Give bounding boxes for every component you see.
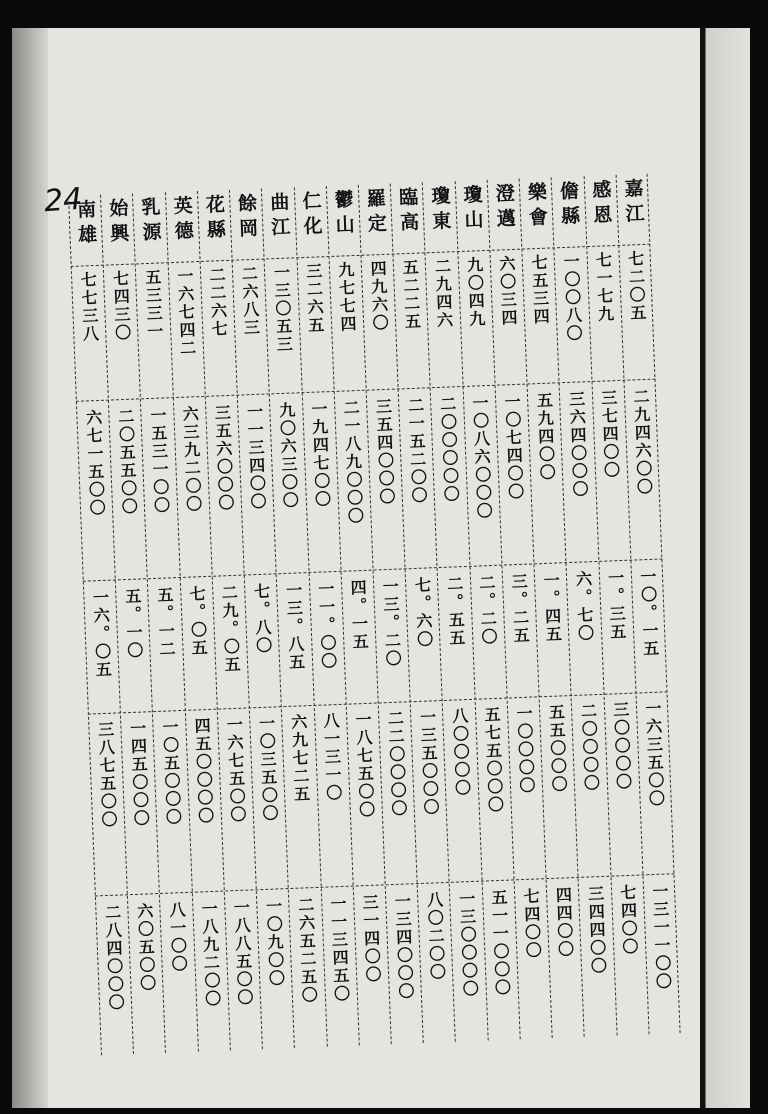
cell-value: 三五六〇〇〇: [212, 403, 236, 513]
cell-value: 二六五二五〇: [295, 896, 319, 1005]
cell-value: 一六三五〇〇: [642, 699, 666, 809]
cell-value: 三八七五〇〇: [95, 720, 119, 830]
cell-value: 四九六〇: [367, 259, 390, 333]
cell-value: 五九四〇〇: [534, 391, 557, 483]
value-cell: [405, 576, 442, 701]
value-cell: [393, 258, 430, 383]
cell-value: 一一三四〇〇: [244, 402, 268, 512]
cell-value: 一。三五: [605, 568, 628, 642]
cell-value: 一〇三五〇〇: [256, 714, 280, 824]
county-name: 儋縣: [556, 180, 581, 232]
value-cell: [264, 263, 301, 388]
cell-value: 一八八五〇〇: [231, 898, 255, 1008]
county-name: 鬱山: [331, 189, 356, 240]
cell-value: 四。一五: [347, 578, 370, 652]
value-cell: [489, 255, 526, 380]
county-name-cell: [100, 198, 135, 263]
cell-value: 六。七〇: [573, 570, 595, 643]
value-cell: [566, 570, 603, 695]
cell-value: 八〇〇〇〇: [449, 707, 472, 798]
county-name-cell: [133, 196, 168, 261]
value-cell: [296, 262, 333, 387]
cell-value: 八一〇〇: [166, 901, 189, 974]
county-name-cell: [519, 181, 554, 246]
value-cell: [232, 265, 269, 390]
cell-value: 一三〇〇〇〇: [456, 889, 480, 999]
cell-value: 一三。二〇: [380, 577, 403, 669]
county-name-cell: [165, 195, 200, 260]
value-cell: [309, 580, 346, 705]
cell-value: 二。二〇: [476, 573, 499, 647]
cell-value: 三五四〇〇〇: [373, 397, 397, 507]
cell-value: 五。一二: [154, 586, 177, 659]
value-cell: [361, 260, 398, 385]
value-cell: [457, 256, 494, 381]
cell-value: 六七一五〇〇: [83, 408, 107, 518]
cell-value: 一〇。一五: [637, 567, 661, 659]
cell-value: 一〇七四〇〇: [501, 392, 526, 502]
cell-value: 一三五〇〇〇: [417, 708, 441, 817]
cell-value: 五一一〇〇〇: [488, 888, 512, 998]
cell-value: 二六八三: [239, 264, 261, 338]
cell-value: 四四〇〇: [553, 886, 575, 959]
cell-value: 二九四六: [432, 257, 454, 331]
county-name-cell: [390, 186, 425, 251]
cell-value: 七四〇〇: [520, 887, 543, 961]
county-name-cell: [294, 190, 329, 255]
county-name-cell: [68, 199, 103, 264]
cell-value: 二二〇〇〇〇: [385, 709, 409, 819]
county-name-cell: [261, 191, 296, 256]
cell-value: 一四五〇〇〇: [127, 719, 151, 829]
cell-value: 一三一一〇〇: [649, 882, 673, 992]
cell-value: 三一四〇〇: [359, 893, 383, 985]
value-cell: [103, 269, 140, 394]
cell-value: 一三四〇〇〇: [392, 892, 416, 1001]
county-name-cell: [583, 179, 618, 244]
county-name: 羅定: [363, 187, 388, 239]
cell-value: 一六七五〇〇: [224, 715, 248, 825]
county-name: 英德: [170, 195, 195, 247]
cell-value: 三〇〇〇〇: [610, 700, 633, 792]
cell-value: 七。〇五: [186, 584, 209, 658]
cell-value: 三七四〇〇: [598, 389, 621, 480]
county-name: 澄邁: [492, 182, 517, 234]
value-cell: [534, 571, 571, 696]
value-cell: [586, 251, 623, 376]
cell-value: 五五〇〇〇: [546, 703, 569, 794]
page-binding-edge: [700, 28, 750, 1108]
cell-value: 一一。〇〇: [315, 580, 339, 671]
value-cell: [276, 581, 313, 706]
cell-value: 五七五〇〇〇: [481, 705, 505, 815]
county-name: 瓊山: [460, 184, 485, 235]
county-name-cell: [455, 184, 490, 249]
value-cell: [148, 586, 185, 711]
cell-value: 一九四七〇〇: [308, 400, 332, 509]
cell-value: 二〇〇〇〇: [578, 702, 601, 793]
value-cell: [244, 582, 281, 707]
cell-value: 二一八九〇〇〇: [340, 398, 365, 526]
cell-value: 二。五五: [444, 575, 467, 648]
county-name-cell: [326, 189, 361, 254]
county-name: 餘岡: [234, 192, 259, 244]
cell-value: 一三。八五: [283, 581, 306, 672]
cell-value: 一三〇五三: [271, 263, 294, 355]
value-cell: [71, 271, 108, 396]
cell-value: 七。六〇: [412, 576, 434, 650]
cell-value: 一〇九〇〇: [263, 897, 286, 988]
value-cell: [200, 266, 237, 391]
cell-value: 一〇八六〇〇〇: [469, 393, 494, 521]
cell-value: 九〇六三〇〇: [276, 401, 300, 511]
cell-value: 一八七五〇〇: [352, 710, 377, 820]
cell-value: 三。二五: [508, 572, 531, 646]
value-cell: [212, 584, 249, 709]
scanned-page: [12, 28, 750, 1108]
cell-value: 九〇四九: [464, 256, 487, 329]
county-name-cell: [551, 180, 586, 245]
cell-value: 一〇五〇〇〇: [159, 718, 183, 827]
cell-value: 三二六五: [303, 262, 326, 335]
value-cell: [135, 268, 172, 393]
cell-value: 二九四六〇〇: [630, 387, 654, 497]
cell-value: 六九七二五: [288, 713, 311, 804]
county-name: 仁化: [299, 190, 324, 242]
value-cell: [341, 579, 378, 704]
value-cell: [180, 585, 217, 710]
cell-value: 一一三四五〇: [327, 894, 351, 1004]
cell-value: 一六。〇五: [90, 588, 113, 680]
cell-value: 二一五二〇〇: [405, 396, 429, 506]
county-name-cell: [229, 193, 264, 258]
county-name-cell: [358, 188, 393, 253]
county-name: 臨高: [395, 186, 420, 238]
cell-value: 七四〇〇: [617, 883, 640, 957]
cell-value: 六〇五〇〇: [134, 902, 157, 993]
value-cell: [115, 587, 152, 712]
cell-value: 七二〇五: [625, 249, 648, 323]
county-name: 樂會: [524, 181, 549, 233]
cell-value: 八一三一〇: [320, 711, 344, 803]
county-name: 感恩: [588, 179, 613, 230]
cell-value: 七四三〇: [110, 269, 132, 343]
cell-value: 七七三八: [78, 270, 100, 344]
county-statistics-table: [68, 174, 681, 1056]
county-name-cell: [422, 185, 457, 250]
cell-value: 一六七四二: [174, 267, 198, 358]
value-cell: [522, 253, 559, 378]
cell-value: 二〇五五〇〇: [115, 407, 139, 517]
value-cell: [373, 577, 410, 702]
value-cell: [83, 588, 120, 713]
cell-value: 一〇〇八〇: [560, 252, 584, 344]
county-name: 瓊東: [427, 185, 452, 237]
cell-value: 一。四五: [541, 571, 563, 645]
cell-value: 五二二五: [400, 258, 422, 332]
cell-value: 一〇〇〇〇: [513, 704, 537, 796]
value-cell: [328, 261, 365, 386]
cell-value: 四五〇〇〇〇: [191, 716, 216, 826]
cell-value: 二八四〇〇〇: [102, 903, 126, 1013]
cell-value: 六三九二〇〇: [179, 405, 204, 514]
county-name: 南雄: [73, 198, 98, 250]
cell-value: 一八九二〇〇: [198, 899, 223, 1009]
value-cell: [554, 252, 591, 377]
cell-value: 三六四〇〇〇: [566, 390, 590, 499]
cell-value: 一五三一〇〇: [147, 406, 171, 516]
cell-value: 二〇〇〇〇〇: [437, 395, 461, 504]
county-name: 花縣: [202, 193, 227, 245]
county-name-cell: [197, 194, 232, 259]
value-cell: [425, 257, 462, 382]
cell-value: 三四四〇〇: [585, 884, 608, 976]
cell-value: 二二六七: [206, 265, 229, 339]
value-cell: [598, 569, 635, 694]
cell-value: 七一七九: [593, 251, 615, 324]
value-cell: [502, 572, 539, 697]
value-cell: [469, 574, 506, 699]
county-name: 始興: [105, 197, 130, 249]
value-cell: [168, 267, 205, 392]
county-name-cell: [616, 178, 651, 243]
county-name-cell: [487, 183, 522, 248]
cell-value: 八〇二〇〇: [424, 891, 447, 982]
county-name: 嘉江: [621, 177, 646, 229]
cell-value: 六〇三四: [496, 254, 519, 328]
cell-value: 七五三四: [528, 253, 551, 327]
county-name: 乳源: [138, 196, 163, 248]
county-name: 曲江: [266, 191, 291, 243]
cell-value: 五三三一: [142, 268, 165, 342]
handwritten-page-number: 24: [42, 181, 84, 220]
cell-value: 二九。〇五: [219, 583, 242, 675]
value-cell: [437, 575, 474, 700]
cell-value: 五。一〇: [122, 587, 145, 661]
cell-value: 七。八〇: [251, 582, 273, 656]
cell-value: 九七七四: [335, 261, 358, 334]
